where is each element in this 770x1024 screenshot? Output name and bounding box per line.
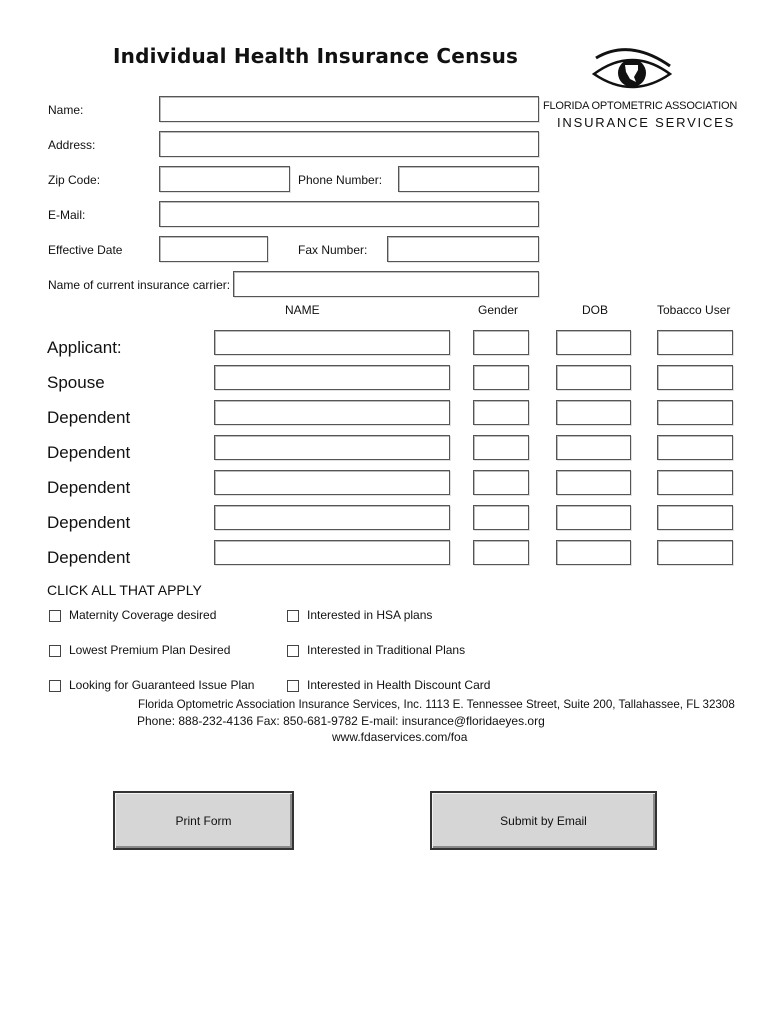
row-label-dependent-2: Dependent [47, 443, 131, 462]
dependent-2-name-field[interactable] [214, 435, 450, 460]
dependent-1-dob-field[interactable] [556, 400, 631, 425]
logo [540, 44, 738, 134]
row-label-applicant: Applicant: [47, 338, 122, 357]
fax-field[interactable] [387, 236, 539, 262]
maternity-label: Maternity Coverage desired [69, 608, 217, 622]
dependent-5-gender-field[interactable] [473, 540, 529, 565]
logo-association-name: FLORIDA OPTOMETRIC ASSOCIATION [543, 100, 738, 112]
carrier-field[interactable] [233, 271, 539, 297]
dependent-1-gender-field[interactable] [473, 400, 529, 425]
spouse-name-field[interactable] [214, 365, 450, 390]
dependent-3-name-field[interactable] [214, 470, 450, 495]
row-label-spouse: Spouse [47, 373, 105, 392]
phone-field[interactable] [398, 166, 539, 192]
dependent-4-tobacco-field[interactable] [657, 505, 733, 530]
dependent-5-dob-field[interactable] [556, 540, 631, 565]
dependent-3-dob-field[interactable] [556, 470, 631, 495]
row-label-dependent-1: Dependent [47, 408, 131, 427]
dependent-1-tobacco-field[interactable] [657, 400, 733, 425]
row-label-dependent-4: Dependent [47, 513, 131, 532]
column-header-gender: Gender [478, 303, 519, 317]
effective-date-field[interactable] [159, 236, 268, 262]
dependent-3-tobacco-field[interactable] [657, 470, 733, 495]
maternity-checkbox[interactable] [49, 610, 61, 622]
discount-card-checkbox[interactable] [287, 680, 299, 692]
guaranteed-issue-checkbox[interactable] [49, 680, 61, 692]
hsa-label: Interested in HSA plans [307, 608, 433, 622]
discount-card-label: Interested in Health Discount Card [307, 678, 491, 692]
hsa-checkbox[interactable] [287, 610, 299, 622]
applicant-gender-field[interactable] [473, 330, 529, 355]
zip-field[interactable] [159, 166, 290, 192]
column-header-dob: DOB [582, 303, 609, 317]
lowest-premium-checkbox[interactable] [49, 645, 61, 657]
footer-address: Florida Optometric Association Insurance Services, Inc. 1113 E. Tennessee Street, Suite 200, Tallahassee, FL 32308 [138, 698, 735, 711]
name-label: Name: [48, 103, 84, 117]
print-form-button[interactable]: Print Form [113, 791, 294, 850]
dependent-4-name-field[interactable] [214, 505, 450, 530]
traditional-plans-checkbox[interactable] [287, 645, 299, 657]
column-header-name: NAME [285, 303, 320, 317]
address-field[interactable] [159, 131, 539, 157]
guaranteed-issue-label: Looking for Guaranteed Issue Plan [69, 678, 255, 692]
email-field[interactable] [159, 201, 539, 227]
page-title: Individual Health Insurance Census [113, 44, 519, 68]
dependent-2-tobacco-field[interactable] [657, 435, 733, 460]
applicant-tobacco-field[interactable] [657, 330, 733, 355]
email-label: E-Mail: [48, 208, 86, 222]
dependent-5-tobacco-field[interactable] [657, 540, 733, 565]
dependent-2-dob-field[interactable] [556, 435, 631, 460]
column-header-tobacco: Tobacco User [657, 303, 731, 317]
dependent-5-name-field[interactable] [214, 540, 450, 565]
footer-contact: Phone: 888-232-4136 Fax: 850-681-9782 E-mail: insurance@floridaeyes.org [137, 714, 545, 728]
phone-label: Phone Number: [298, 173, 383, 187]
dependent-2-gender-field[interactable] [473, 435, 529, 460]
submit-email-button[interactable]: Submit by Email [430, 791, 657, 850]
options-heading: CLICK ALL THAT APPLY [47, 582, 202, 598]
spouse-dob-field[interactable] [556, 365, 631, 390]
dependent-3-gender-field[interactable] [473, 470, 529, 495]
row-label-dependent-5: Dependent [47, 548, 131, 567]
spouse-tobacco-field[interactable] [657, 365, 733, 390]
fax-label: Fax Number: [298, 243, 368, 257]
spouse-gender-field[interactable] [473, 365, 529, 390]
dependent-1-name-field[interactable] [214, 400, 450, 425]
traditional-plans-label: Interested in Traditional Plans [307, 643, 466, 657]
address-label: Address: [48, 138, 96, 152]
effective-date-label: Effective Date [48, 243, 123, 257]
carrier-label: Name of current insurance carrier: [48, 278, 231, 292]
dependent-4-dob-field[interactable] [556, 505, 631, 530]
applicant-name-field[interactable] [214, 330, 450, 355]
applicant-dob-field[interactable] [556, 330, 631, 355]
lowest-premium-label: Lowest Premium Plan Desired [69, 643, 231, 657]
dependent-4-gender-field[interactable] [473, 505, 529, 530]
row-label-dependent-3: Dependent [47, 478, 131, 497]
footer-website: www.fdaservices.com/foa [332, 730, 468, 744]
eye-logo-icon [592, 44, 672, 96]
name-field[interactable] [159, 96, 539, 122]
logo-services-name: INSURANCE SERVICES [557, 115, 736, 130]
zip-label: Zip Code: [48, 173, 101, 187]
